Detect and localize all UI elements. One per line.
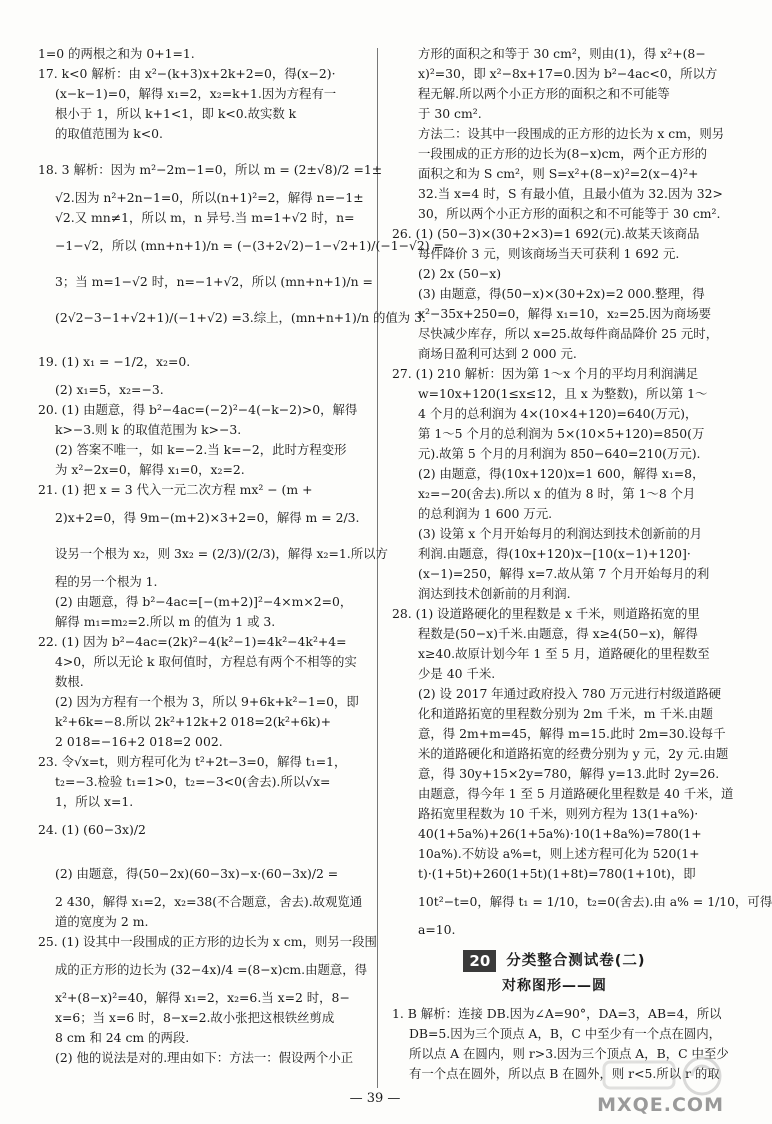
text-line: k²+6k=−8.所以 2k²+12k+2 018=2(k²+6k)+ — [55, 714, 331, 729]
text-line: 1. B 解析：连接 DB.因为∠A=90°，DA=3，AB=4，所以 — [392, 1006, 722, 1021]
text-line: 程的另一个根为 1. — [55, 574, 158, 589]
text-line: √2.因为 n²+2n−1=0，所以(n+1)²=2，解得 n=−1± — [55, 190, 364, 205]
text-line: (2√2−3−1+√2+1)/(−1+√2) =3.综上，(mn+n+1)/n 的值为 3. — [55, 310, 426, 325]
right-column-answers — [392, 44, 772, 940]
text-line: 尽快减少库存，所以 x=25.故每件商品降价 25 元时， — [418, 326, 719, 341]
text-line: 28. (1) 设道路硬化的里程数是 x 千米，则道路拓宽的里 — [392, 606, 700, 621]
text-line: x²−35x+250=0，解得 x₁=10，x₂=25.因为商场要 — [418, 306, 711, 321]
text-line: 一段围成的正方形的边长为(8−x)cm，两个正方形的 — [418, 146, 708, 161]
text-line: 意，得 30y+15×2y=780，解得 y=13.此时 2y=26. — [418, 766, 720, 781]
text-line: 程无解.所以两个小正方形的面积之和不可能等 — [418, 86, 670, 101]
text-line: 1，所以 x=1. — [55, 794, 134, 809]
text-line: (x−1)=250，解得 x=7.故从第 7 个月开始每月的利 — [418, 566, 710, 581]
text-line: k>−3.则 k 的取值范围为 k>−3. — [55, 422, 242, 437]
text-line: 22. (1) 因为 b²−4ac=(2k)²−4(k²−1)=4k²−4k²+4= — [38, 634, 347, 649]
text-line: 25. (1) 设其中一段围成的正方形的边长为 x cm，则另一段围 — [38, 934, 377, 949]
text-line: 20. (1) 由题意，得 b²−4ac=(−2)²−4(−k−2)>0，解得 — [38, 402, 358, 417]
text-line: (x−k−1)=0，解得 x₁=2，x₂=k+1.因为方程有一 — [55, 86, 337, 101]
text-line: 40(1+5a%)+26(1+5a%)·10(1+8a%)=780(1+ — [418, 826, 702, 841]
text-line: (2) 由题意，得(10x+120)x=1 600，解得 x₁=8， — [418, 466, 705, 481]
text-line: x≥40.故原计划今年 1 至 5 月，道路硬化的里程数至 — [418, 646, 710, 661]
text-line: 的总利润为 1 600 万元. — [418, 506, 553, 521]
text-line: (2) 2x (50−x) — [418, 266, 502, 281]
text-line: 少是 40 千米. — [418, 666, 496, 681]
text-line: 8 cm 和 24 cm 的两段. — [55, 1030, 190, 1045]
text-line: 27. (1) 210 解析：因为第 1～x 个月的平均月利润满足 — [392, 366, 699, 381]
text-line: 所以点 A 在圆内，则 r>3.因为三个顶点 A，B，C 中至少 — [409, 1046, 729, 1061]
text-line: 有一个点在圆外，所以点 B 在圆外，则 r<5.所以 r 的取 — [409, 1066, 720, 1081]
section-header — [392, 948, 717, 998]
text-line: (2) 设 2017 年通过政府投入 780 万元进行村级道路硬 — [418, 686, 722, 701]
text-line: 32.当 x=4 时，S 有最小值，且最小值为 32.因为 32> — [418, 186, 723, 201]
text-line: w=10x+120(1≤x≤12，且 x 为整数)，所以第 1～ — [418, 386, 708, 401]
right-column — [392, 44, 772, 1084]
text-line: (2) 由题意，得(50−2x)(60−3x)−x·(60−3x)/2 = — [55, 866, 339, 881]
text-line: 2 430，解得 x₁=2，x₂=38(不合题意，舍去).故观览通 — [55, 894, 363, 909]
text-line: 10a%).不妨设 a%=t，则上述方程可化为 520(1+ — [418, 846, 700, 861]
text-line: (2) 因为方程有一个根为 3，所以 9+6k+k²−1=0，即 — [55, 694, 359, 709]
text-line — [38, 336, 363, 344]
text-line: 4>0，所以无论 k 取何值时，方程总有两个不相等的实 — [55, 654, 357, 669]
text-line: 商场日盈利可达到 2 000 元. — [418, 346, 577, 361]
text-line: 23. 令√x=t，则方程可化为 t²+2t−3=0，解得 t₁=1， — [38, 754, 347, 769]
text-line: 利润.由题意，得(10x+120)x−[10(x−1)+120]· — [418, 546, 691, 561]
text-line: 第 1～5 个月的总利润为 5×(10×5+120)=850(万 — [418, 426, 705, 441]
text-line: 程数是(50−x)千米.由题意，得 x≥4(50−x)，解得 — [418, 626, 698, 641]
text-line: (3) 设第 x 个月开始每月的利润达到技术创新前的月 — [418, 526, 703, 541]
text-line: (2) 由题意，得 b²−4ac=[−(m+2)]²−4×m×2=0， — [55, 594, 353, 609]
text-line: x₂=−20(舍去).所以 x 的值为 8 时，第 1～8 个月 — [418, 486, 696, 501]
text-line: 意，得 2m+m=45，解得 m=15.此时 2m=30.设每千 — [418, 726, 726, 741]
text-line: 每件降价 3 元，则该商场当天可获利 1 692 元. — [418, 246, 680, 261]
text-line: (2) 答案不唯一，如 k=−2.当 k=−2，此时方程变形 — [55, 442, 347, 457]
text-line: x²+(8−x)²=40，解得 x₁=2，x₂=6.当 x=2 时，8− — [55, 990, 350, 1005]
text-line: 17. k<0 解析：由 x²−(k+3)x+2k+2=0，得(x−2)· — [38, 66, 336, 81]
text-line: 2 018=−16+2 018=2 002. — [55, 734, 223, 749]
text-line: 化和道路拓宽的里程数分别为 2m 千米，m 千米.由题 — [418, 706, 713, 721]
text-line: 根小于 1，所以 k+1<1，即 k<0.故实数 k — [55, 106, 297, 121]
text-line: x=6；当 x=6 时，8−x=2.故小张把这根铁丝剪成 — [55, 1010, 335, 1025]
text-line: √2.又 mn≠1，所以 m，n 异号.当 m=1+√2 时，n= — [55, 210, 355, 225]
text-line: 解得 m₁=m₂=2.所以 m 的值为 1 或 3. — [55, 614, 276, 629]
section-number: 20 — [463, 950, 496, 972]
text-line: DB=5.因为三个顶点 A，B，C 中至少有一个点在圆内， — [409, 1026, 722, 1041]
text-line: 21. (1) 把 x = 3 代入一元二次方程 mx² − (m + — [38, 482, 313, 497]
text-line: (3) 由题意，得(50−x)×(30+2x)=2 000.整理，得 — [418, 286, 705, 301]
section-title: 分类整合测试卷(二) — [506, 953, 646, 969]
text-line: 方法二：设其中一段围成的正方形的边长为 x cm，则另 — [418, 126, 725, 141]
text-line: 19. (1) x₁ = −1/2，x₂=0. — [38, 354, 191, 369]
page-number: — 39 — — [349, 1091, 401, 1106]
text-line: 米的道路硬化和道路拓宽的经费分别为 y 元，2y 元.由题 — [418, 746, 729, 761]
text-line: a=10. — [418, 922, 456, 937]
text-line: 26. (1) (50−3)×(30+2×3)=1 692(元).故某天该商品 — [392, 226, 700, 241]
text-line: 1=0 的两根之和为 0+1=1. — [38, 46, 195, 61]
text-line: (2) x₁=5，x₂=−3. — [55, 382, 164, 397]
text-line: 数根. — [55, 674, 84, 689]
text-line: t)·(1+5t)+260(1+5t)(1+8t)=780(1+10t)，即 — [418, 866, 696, 881]
text-line: 的取值范围为 k<0. — [55, 126, 163, 141]
text-line: 2)x+2=0，得 9m−(m+2)×3+2=0，解得 m = 2/3. — [55, 510, 360, 525]
text-line: 10t²−t=0，解得 t₁ = 1/10，t₂=0(舍去).由 a% = 1/10，可得 — [418, 894, 772, 909]
text-line — [38, 848, 363, 856]
text-line — [38, 144, 363, 152]
text-line: 为 x²−2x=0，解得 x₁=0，x₂=2. — [55, 462, 245, 477]
text-line: 面积之和为 S cm²，则 S=x²+(8−x)²=2(x−4)²+ — [418, 166, 699, 181]
text-line: 设另一个根为 x₂，则 3x₂ = (2/3)/(2/3)，解得 x₂=1.所以方 — [55, 546, 388, 561]
text-line: 成的正方形的边长为 (32−4x)/4 =(8−x)cm.由题意，得 — [55, 962, 368, 977]
text-line: 道的宽度为 2 m. — [55, 914, 149, 929]
text-line: 元).故第 5 个月的月利润为 850−640=210(万元). — [418, 446, 701, 461]
text-line: 18. 3 解析：因为 m²−2m−1=0，所以 m = (2±√8)/2 =1± — [38, 162, 383, 177]
text-line: 润达到技术创新前的月利润. — [418, 586, 571, 601]
text-line: −1−√2，所以 (mn+n+1)/n = (−(3+2√2)−1−√2+1)/(−1−√2) = — [55, 238, 444, 253]
text-line: 4 个月的总利润为 4×(10×4+120)=640(万元)， — [418, 406, 698, 421]
text-line: 于 30 cm². — [418, 106, 482, 121]
text-line: (2) 他的说法是对的.理由如下：方法一：假设两个小正 — [55, 1050, 354, 1065]
text-line: t₂=−3.检验 t₁=1>0，t₂=−3<0(舍去).所以√x= — [55, 774, 331, 789]
text-line: 24. (1) (60−3x)/2 — [38, 822, 146, 837]
text-line: 方形的面积之和等于 30 cm²，则由(1)，得 x²+(8− — [418, 46, 706, 61]
watermark-text: MXQE.COM — [597, 1094, 724, 1116]
text-line: 路拓宽里程数为 10 千米，则列方程为 13(1+a%)· — [418, 806, 699, 821]
text-line: 30，所以两个小正方形的面积之和不可能等于 30 cm². — [418, 206, 721, 221]
text-line: x)²=30，即 x²−8x+17=0.因为 b²−4ac<0，所以方 — [418, 66, 718, 81]
text-line: 3；当 m=1−√2 时，n=−1+√2，所以 (mn+n+1)/n = — [55, 274, 373, 289]
section-subtitle: 对称图形——圆 — [502, 978, 607, 994]
text-line: 由题意，得今年 1 至 5 月道路硬化里程数是 40 千米，道 — [418, 786, 734, 801]
